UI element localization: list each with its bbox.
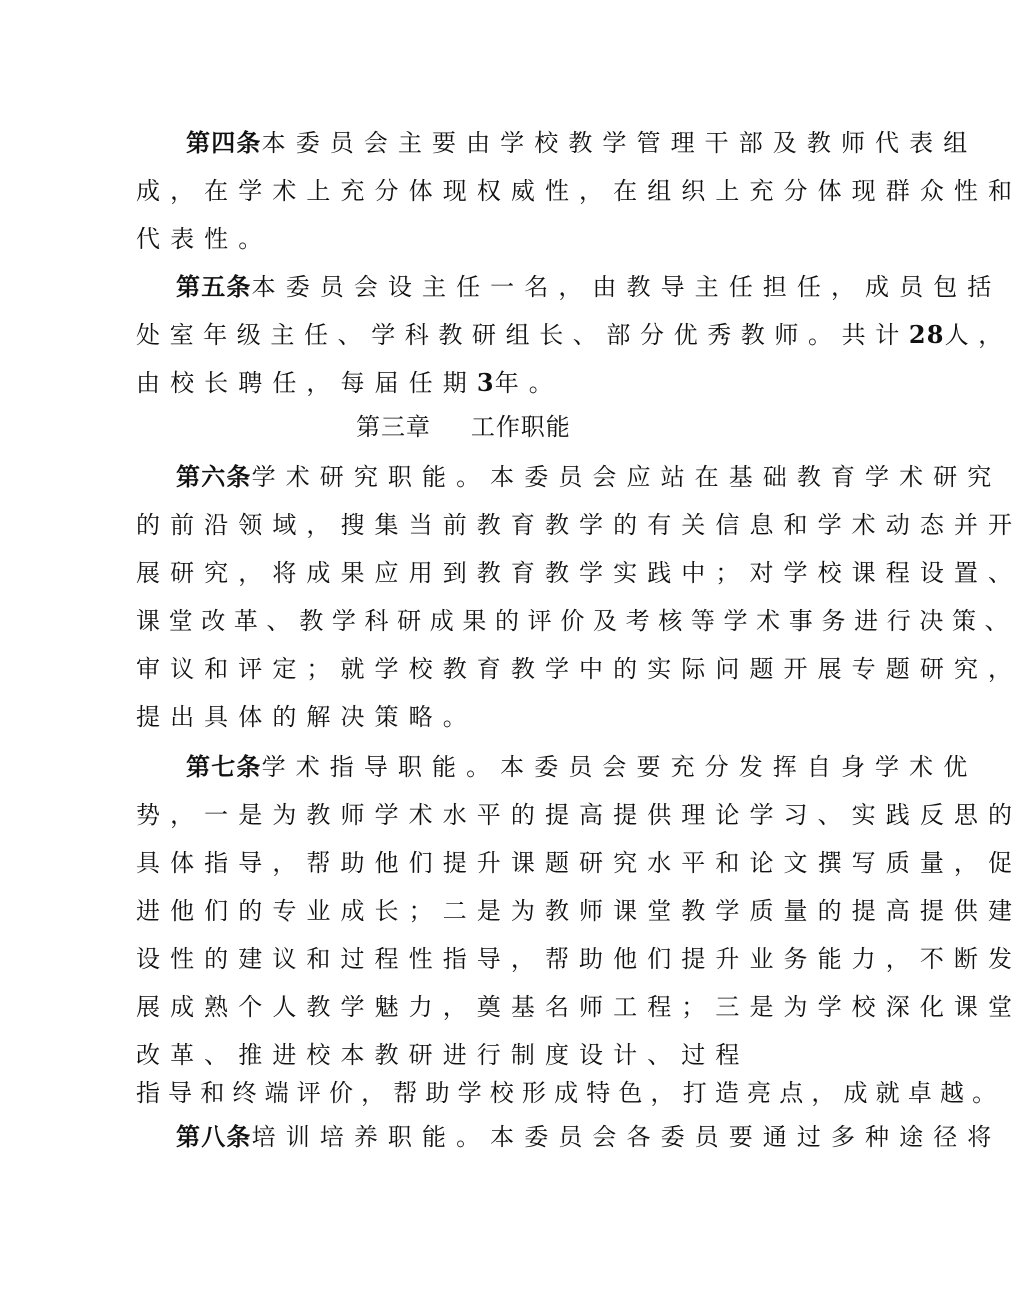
article7-line-7: 改革、推进校本教研进行制度设计、过程 (136, 1041, 750, 1069)
member-count: 28 (908, 320, 945, 349)
article8-line-1 (176, 1122, 1001, 1152)
article6-line-5: 审议和评定；就学校教育教学中的实际问题开展专题研究， (136, 655, 1022, 683)
article5-label: 第五条 (176, 272, 252, 301)
article5-line-2 (136, 320, 1012, 350)
article7-label: 第七条 (186, 752, 262, 781)
article7-line-8: 指导和终端评价，帮助学校形成特色，打造亮点，成就卓越。 (136, 1079, 1005, 1107)
article7-line-4: 进他们的专业成长；二是为教师课堂教学质量的提高提供建 (136, 897, 1022, 925)
article4-line-1 (186, 128, 977, 158)
article4-text-1: 本委员会主要由学校教学管理干部及教师代表组 (261, 129, 978, 157)
article7-line-5: 设性的建议和过程性指导，帮助他们提升业务能力，不断发 (136, 945, 1022, 973)
article7-line-2: 势，一是为教师学术水平的提高提供理论学习、实践反思的 (136, 801, 1022, 829)
article5-text-3: 由校长聘任，每届任期 (136, 369, 477, 397)
article5-text-2-end: 人， (944, 321, 1012, 349)
article6-text-1: 学术研究职能。本委员会应站在基础教育学术研究 (251, 463, 1002, 491)
article5-text-2: 处室年级主任、学科教研组长、部分优秀教师。共计 (136, 321, 909, 349)
article7-line-1 (186, 752, 977, 782)
article6-line-2: 的前沿领域，搜集当前教育教学的有关信息和学术动态并开 (136, 511, 1022, 539)
article4-line-3: 代表性。 (136, 225, 273, 253)
article4-line-2: 成，在学术上充分体现权威性，在组织上充分体现群众性和 (136, 177, 1022, 205)
article7-line-6: 展成熟个人教学魅力，奠基名师工程；三是为学校深化课堂 (136, 993, 1022, 1021)
article8-label: 第八条 (176, 1122, 252, 1151)
article8-text-1: 培训培养职能。本委员会各委员要通过多种途径将 (251, 1123, 1002, 1151)
article7-line-3: 具体指导，帮助他们提升课题研究水平和论文撰写质量，促 (136, 849, 1022, 877)
chapter-title: 工作职能 (470, 413, 571, 441)
term-years: 3 (476, 368, 495, 397)
article6-line-6: 提出具体的解决策略。 (136, 703, 477, 731)
article6-line-4: 课堂改革、教学科研成果的评价及考核等学术事务进行决策、 (136, 607, 1018, 635)
article4-label: 第四条 (186, 128, 262, 157)
article7-text-1: 学术指导职能。本委员会要充分发挥自身学术优 (261, 753, 978, 781)
chapter-number: 第三章 (356, 413, 431, 441)
article5-text-1: 本委员会设主任一名，由教导主任担任，成员包括 (251, 273, 1002, 301)
article6-line-3: 展研究，将成果应用到教育教学实践中；对学校课程设置、 (136, 559, 1022, 587)
article5-text-3-end: 年。 (494, 369, 563, 397)
article5-line-3 (136, 368, 563, 398)
article6-line-1 (176, 462, 1001, 492)
article6-label: 第六条 (176, 462, 252, 491)
chapter-heading (356, 412, 571, 442)
article5-line-1 (176, 272, 1001, 302)
